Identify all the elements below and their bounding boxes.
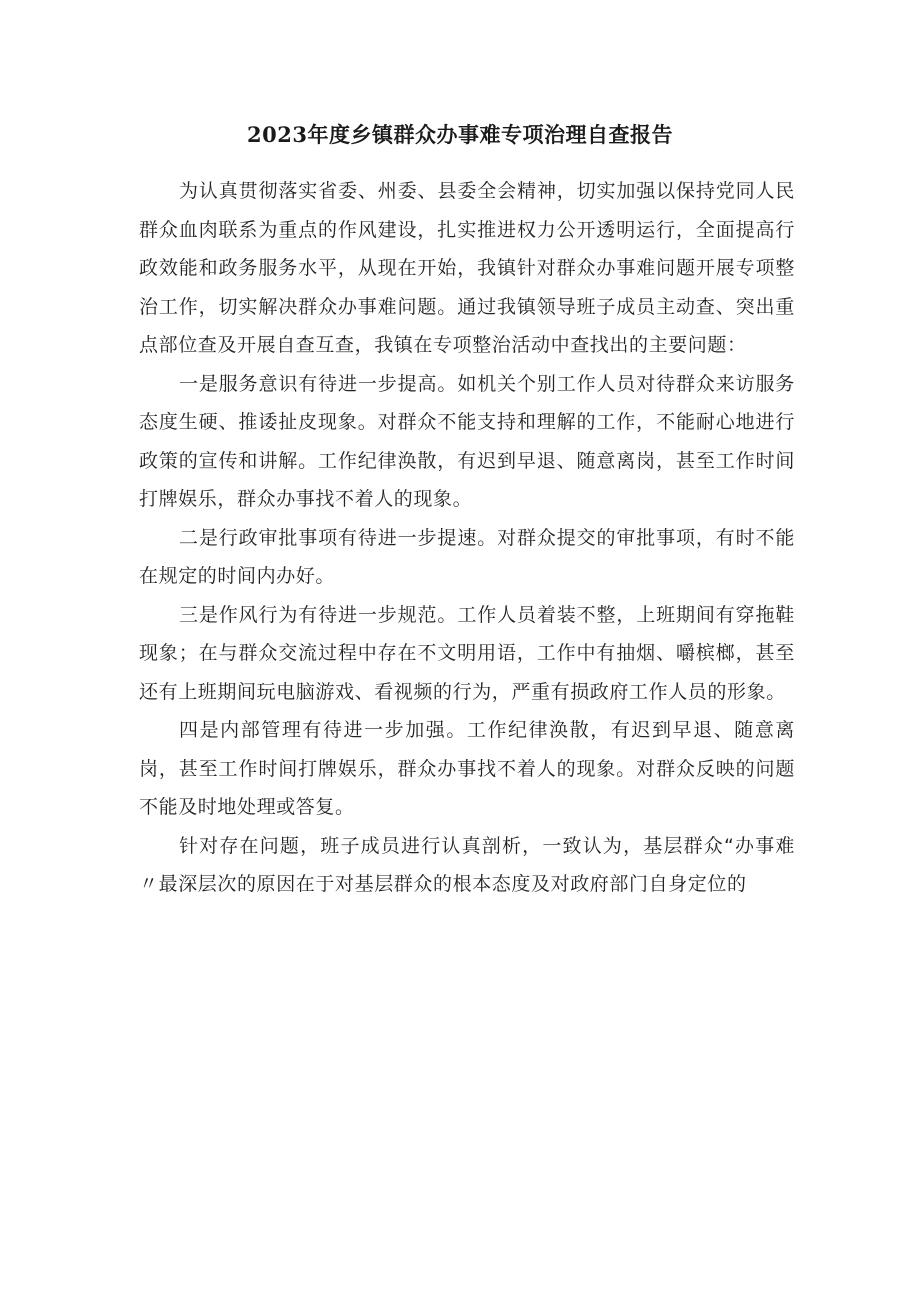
- paragraph-analysis: 针对存在问题，班子成员进行认真剖析，一致认为，基层群众“办事难〃最深层次的原因在于对基层群众的根本态度及对政府部门自身定位的: [139, 834, 795, 895]
- paragraph-issue-conduct: 三是作风行为有待进一步规范。工作人员着装不整，上班期间有穿拖鞋现象；在与群众交流过程中存在不文明用语，工作中有抽烟、嚼槟榔，甚至还有上班期间玩电脑游戏、看视频的行为，严重有损政府工作人员的形象。: [139, 603, 795, 703]
- document-title: 2023年度乡镇群众办事难专项治理自查报告: [247, 122, 673, 147]
- document-body: [139, 172, 795, 904]
- paragraph-intro: 为认真贯彻落实省委、州委、县委全会精神，切实加强以保持党同人民群众血肉联系为重点的作风建设，扎实推进权力公开透明运行，全面提高行政效能和政务服务水平，从现在开始，我镇针对群众办事难问题开展专项整治工作，切实解决群众办事难问题。通过我镇领导班子成员主动查、突出重点部位查及开展自查互查，我镇在专项整治活动中查找出的主要问题：: [139, 180, 795, 356]
- paragraph-issue-service: 一是服务意识有待进一步提高。如机关个别工作人员对待群众来访服务态度生硬、推诿扯皮现象。对群众不能支持和理解的工作，不能耐心地进行政策的宣传和讲解。工作纪律涣散，有迟到早退、随意离岗，甚至工作时间打牌娱乐，群众办事找不着人的现象。: [139, 372, 795, 510]
- paragraph-issue-approval: 二是行政审批事项有待进一步提速。对群众提交的审批事项，有时不能在规定的时间内办好。: [139, 526, 795, 587]
- paragraph-issue-management: 四是内部管理有待进一步加强。工作纪律涣散，有迟到早退、随意离岗，甚至工作时间打牌娱乐，群众办事找不着人的现象。对群众反映的问题不能及时地处理或答复。: [139, 719, 795, 818]
